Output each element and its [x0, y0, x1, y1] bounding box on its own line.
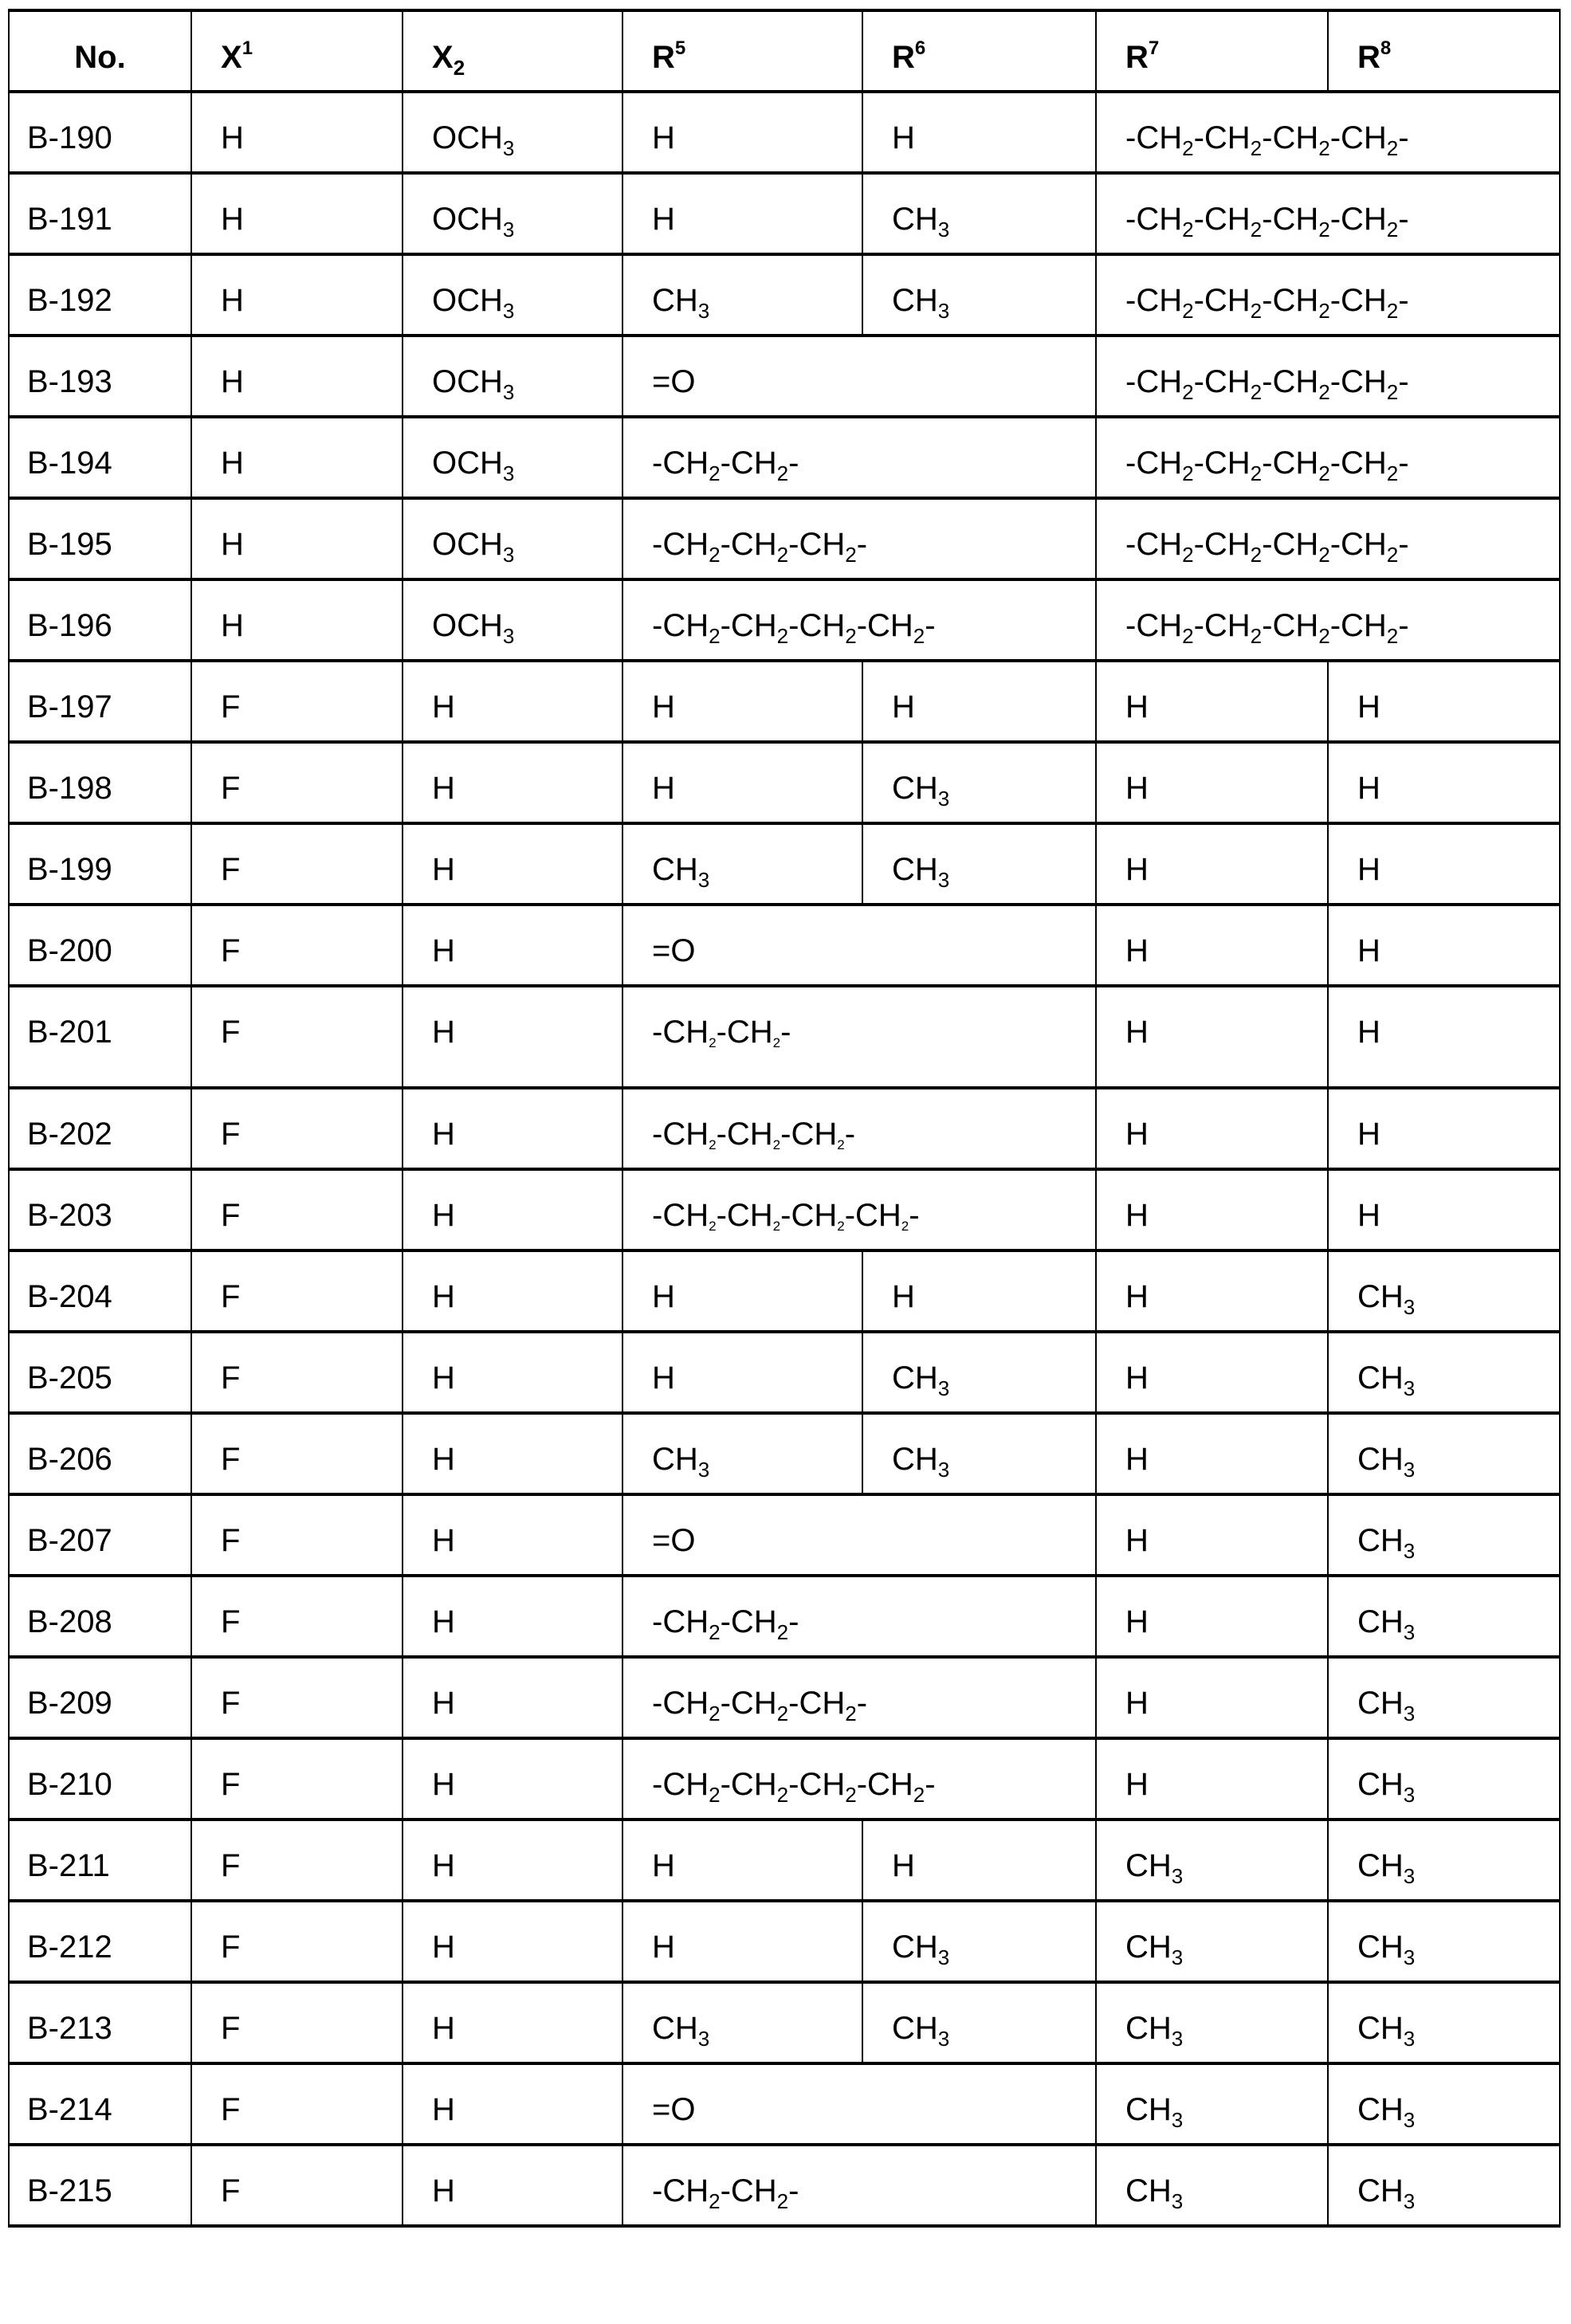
compound-number: B-209	[9, 1657, 191, 1738]
column-header-no: No.	[9, 10, 191, 92]
cell-x2: H	[403, 2063, 623, 2145]
table-row	[9, 905, 1560, 986]
cell-x2: $OCH_3$	[403, 254, 623, 336]
cell-r7: $CH_3$	[1096, 1901, 1328, 1982]
cell-r5-merged: $-CH_2-CH_2-$	[623, 2145, 1096, 2226]
cell-r5-merged: $-CH_2-CH_2-CH_2-$	[623, 1657, 1096, 1738]
cell-r7: H	[1096, 1576, 1328, 1657]
cell-x1: F	[191, 1982, 403, 2063]
cell-r6: H	[862, 1250, 1096, 1332]
compound-number: B-190	[9, 92, 191, 173]
cell-r8: $CH_3$	[1328, 1738, 1560, 1820]
cell-r7: H	[1096, 986, 1328, 1088]
cell-r5: H	[623, 1250, 862, 1332]
cell-r7: $CH_3$	[1096, 2063, 1328, 2145]
cell-x1: F	[191, 1413, 403, 1494]
table-header	[9, 10, 1560, 92]
cell-x2: H	[403, 1820, 623, 1901]
compound-number: B-193	[9, 336, 191, 417]
cell-x2: H	[403, 1494, 623, 1576]
cell-r5: $CH_3$	[623, 823, 862, 905]
cell-x1: F	[191, 2145, 403, 2226]
cell-x2: H	[403, 905, 623, 986]
cell-r6: $CH_3$	[862, 823, 1096, 905]
cell-x2: H	[403, 1332, 623, 1413]
compound-number: B-207	[9, 1494, 191, 1576]
cell-r6: $CH_3$	[862, 1413, 1096, 1494]
cell-x1: F	[191, 1494, 403, 1576]
compound-number: B-203	[9, 1169, 191, 1250]
cell-r5: H	[623, 742, 862, 823]
compound-number: B-215	[9, 2145, 191, 2226]
table-row	[9, 1494, 1560, 1576]
cell-r5: H	[623, 661, 862, 742]
table-row	[9, 173, 1560, 254]
cell-x2: $OCH_3$	[403, 498, 623, 579]
cell-x1: F	[191, 905, 403, 986]
cell-r5-merged: =O	[623, 2063, 1096, 2145]
cell-r7-merged: $-CH_2-CH_2-CH_2-CH_2-$	[1096, 336, 1560, 417]
cell-x2: H	[403, 1250, 623, 1332]
cell-x1: H	[191, 498, 403, 579]
cell-r7-merged: $-CH_2-CH_2-CH_2-CH_2-$	[1096, 498, 1560, 579]
cell-r7: H	[1096, 1250, 1328, 1332]
cell-r6: $CH_3$	[862, 1982, 1096, 2063]
cell-r7: H	[1096, 1738, 1328, 1820]
cell-x2: $OCH_3$	[403, 92, 623, 173]
cell-r5: $CH_3$	[623, 254, 862, 336]
cell-x1: F	[191, 661, 403, 742]
cell-x1: F	[191, 1332, 403, 1413]
cell-r7-merged: $-CH_2-CH_2-CH_2-CH_2-$	[1096, 417, 1560, 498]
column-header-r8: $R^8$	[1328, 10, 1560, 92]
table-row	[9, 1332, 1560, 1413]
cell-x1: F	[191, 823, 403, 905]
compound-number: B-205	[9, 1332, 191, 1413]
cell-r7: H	[1096, 1169, 1328, 1250]
cell-x2: H	[403, 742, 623, 823]
compound-number: B-211	[9, 1820, 191, 1901]
cell-r7: $CH_3$	[1096, 1982, 1328, 2063]
cell-r7: $CH_3$	[1096, 2145, 1328, 2226]
cell-r7-merged: $-CH_2-CH_2-CH_2-CH_2-$	[1096, 92, 1560, 173]
table-row	[9, 742, 1560, 823]
table-row	[9, 823, 1560, 905]
cell-x1: H	[191, 417, 403, 498]
compound-number: B-195	[9, 498, 191, 579]
cell-r8: $CH_3$	[1328, 1332, 1560, 1413]
cell-r5-merged: $-CH_2-CH_2-CH_2-CH_2-$	[623, 1169, 1096, 1250]
table-row	[9, 1901, 1560, 1982]
cell-r7: H	[1096, 1657, 1328, 1738]
cell-r8: H	[1328, 1169, 1560, 1250]
cell-x1: F	[191, 1738, 403, 1820]
table-row	[9, 2145, 1560, 2226]
cell-r6: $CH_3$	[862, 173, 1096, 254]
cell-x2: H	[403, 1657, 623, 1738]
cell-x1: F	[191, 1088, 403, 1169]
cell-r5-merged: $-CH_2-CH_2-$	[623, 417, 1096, 498]
cell-r5-merged: $-CH_2-CH_2-$	[623, 1576, 1096, 1657]
table-row	[9, 579, 1560, 661]
cell-r6: $CH_3$	[862, 742, 1096, 823]
cell-x2: H	[403, 1576, 623, 1657]
table-row	[9, 254, 1560, 336]
cell-r8: $CH_3$	[1328, 1413, 1560, 1494]
cell-r7-merged: $-CH_2-CH_2-CH_2-CH_2-$	[1096, 579, 1560, 661]
cell-r7: H	[1096, 1413, 1328, 1494]
cell-r6: $CH_3$	[862, 254, 1096, 336]
cell-r7: H	[1096, 905, 1328, 986]
header-row	[9, 10, 1560, 92]
cell-r5-merged: =O	[623, 336, 1096, 417]
cell-r7: $CH_3$	[1096, 1820, 1328, 1901]
table-row	[9, 1982, 1560, 2063]
cell-x2: H	[403, 1982, 623, 2063]
cell-x1: H	[191, 173, 403, 254]
cell-x2: H	[403, 1413, 623, 1494]
table-row	[9, 986, 1560, 1088]
compound-number: B-214	[9, 2063, 191, 2145]
cell-r5: H	[623, 173, 862, 254]
cell-x1: F	[191, 1820, 403, 1901]
cell-r8: H	[1328, 742, 1560, 823]
cell-x2: $OCH_3$	[403, 336, 623, 417]
compound-table	[8, 9, 1561, 2228]
table-row	[9, 2063, 1560, 2145]
table-row	[9, 1088, 1560, 1169]
table-row	[9, 1250, 1560, 1332]
cell-x1: F	[191, 1169, 403, 1250]
cell-x2: H	[403, 1738, 623, 1820]
cell-r6: H	[862, 1820, 1096, 1901]
column-header-x2: $X_2$	[403, 10, 623, 92]
compound-number: B-210	[9, 1738, 191, 1820]
cell-x2: H	[403, 823, 623, 905]
cell-x2: $OCH_3$	[403, 417, 623, 498]
cell-r7: H	[1096, 1494, 1328, 1576]
cell-r5-merged: =O	[623, 905, 1096, 986]
cell-x2: H	[403, 986, 623, 1088]
cell-x1: H	[191, 579, 403, 661]
cell-r5: H	[623, 1820, 862, 1901]
cell-r8: H	[1328, 986, 1560, 1088]
column-header-x1: $X^1$	[191, 10, 403, 92]
cell-r8: $CH_3$	[1328, 2063, 1560, 2145]
cell-r6: H	[862, 661, 1096, 742]
table-row	[9, 417, 1560, 498]
compound-number: B-206	[9, 1413, 191, 1494]
table-row	[9, 1413, 1560, 1494]
cell-x2: $OCH_3$	[403, 579, 623, 661]
compound-number: B-197	[9, 661, 191, 742]
cell-r5: $CH_3$	[623, 1413, 862, 1494]
compound-number: B-198	[9, 742, 191, 823]
compound-number: B-200	[9, 905, 191, 986]
cell-r5: H	[623, 92, 862, 173]
table-row	[9, 1657, 1560, 1738]
cell-x2: H	[403, 1088, 623, 1169]
compound-number: B-213	[9, 1982, 191, 2063]
compound-number: B-212	[9, 1901, 191, 1982]
table-body	[9, 92, 1560, 2226]
cell-r5: H	[623, 1901, 862, 1982]
table-row	[9, 336, 1560, 417]
table-row	[9, 1576, 1560, 1657]
cell-r7-merged: $-CH_2-CH_2-CH_2-CH_2-$	[1096, 254, 1560, 336]
table-row	[9, 661, 1560, 742]
cell-r6: H	[862, 92, 1096, 173]
cell-r7: H	[1096, 661, 1328, 742]
compound-number: B-196	[9, 579, 191, 661]
cell-x2: H	[403, 2145, 623, 2226]
cell-x1: F	[191, 986, 403, 1088]
cell-r7: H	[1096, 1088, 1328, 1169]
table-row	[9, 498, 1560, 579]
cell-r8: $CH_3$	[1328, 1657, 1560, 1738]
compound-number: B-202	[9, 1088, 191, 1169]
compound-number: B-191	[9, 173, 191, 254]
cell-x1: F	[191, 742, 403, 823]
cell-r5-merged: $-CH_2-CH_2-CH_2-$	[623, 498, 1096, 579]
cell-x1: H	[191, 92, 403, 173]
cell-r5-merged: $-CH_2-CH_2-CH_2-CH_2-$	[623, 579, 1096, 661]
compound-number: B-192	[9, 254, 191, 336]
cell-r8: H	[1328, 1088, 1560, 1169]
cell-x1: F	[191, 1657, 403, 1738]
cell-r8: $CH_3$	[1328, 1494, 1560, 1576]
cell-r8: H	[1328, 905, 1560, 986]
cell-r8: $CH_3$	[1328, 1982, 1560, 2063]
compound-number: B-199	[9, 823, 191, 905]
cell-x2: H	[403, 1169, 623, 1250]
cell-r7: H	[1096, 742, 1328, 823]
cell-r6: $CH_3$	[862, 1901, 1096, 1982]
table-row	[9, 1820, 1560, 1901]
cell-r8: H	[1328, 823, 1560, 905]
cell-r5-merged: $-CH_2-CH_2-$	[623, 986, 1096, 1088]
cell-x1: H	[191, 254, 403, 336]
cell-r7: H	[1096, 1332, 1328, 1413]
cell-r8: $CH_3$	[1328, 2145, 1560, 2226]
cell-r8: $CH_3$	[1328, 1820, 1560, 1901]
cell-r7-merged: $-CH_2-CH_2-CH_2-CH_2-$	[1096, 173, 1560, 254]
compound-number: B-201	[9, 986, 191, 1088]
table-row	[9, 1169, 1560, 1250]
cell-r6: $CH_3$	[862, 1332, 1096, 1413]
column-header-r5: $R^5$	[623, 10, 862, 92]
cell-x2: H	[403, 1901, 623, 1982]
cell-r7: H	[1096, 823, 1328, 905]
cell-x1: F	[191, 1576, 403, 1657]
cell-x2: H	[403, 661, 623, 742]
cell-x1: F	[191, 1901, 403, 1982]
cell-x1: F	[191, 2063, 403, 2145]
cell-x1: F	[191, 1250, 403, 1332]
cell-r5-merged: =O	[623, 1494, 1096, 1576]
compound-number: B-208	[9, 1576, 191, 1657]
cell-r5: H	[623, 1332, 862, 1413]
cell-r8: $CH_3$	[1328, 1901, 1560, 1982]
cell-r8: $CH_3$	[1328, 1250, 1560, 1332]
column-header-r7: $R^7$	[1096, 10, 1328, 92]
cell-r5-merged: $-CH_2-CH_2-CH_2-$	[623, 1088, 1096, 1169]
cell-r5: $CH_3$	[623, 1982, 862, 2063]
table-row	[9, 1738, 1560, 1820]
cell-r5-merged: $-CH_2-CH_2-CH_2-CH_2-$	[623, 1738, 1096, 1820]
compound-number: B-204	[9, 1250, 191, 1332]
cell-r8: H	[1328, 661, 1560, 742]
cell-x2: $OCH_3$	[403, 173, 623, 254]
cell-x1: H	[191, 336, 403, 417]
table-row	[9, 92, 1560, 173]
cell-r8: $CH_3$	[1328, 1576, 1560, 1657]
compound-number: B-194	[9, 417, 191, 498]
column-header-r6: $R^6$	[862, 10, 1096, 92]
